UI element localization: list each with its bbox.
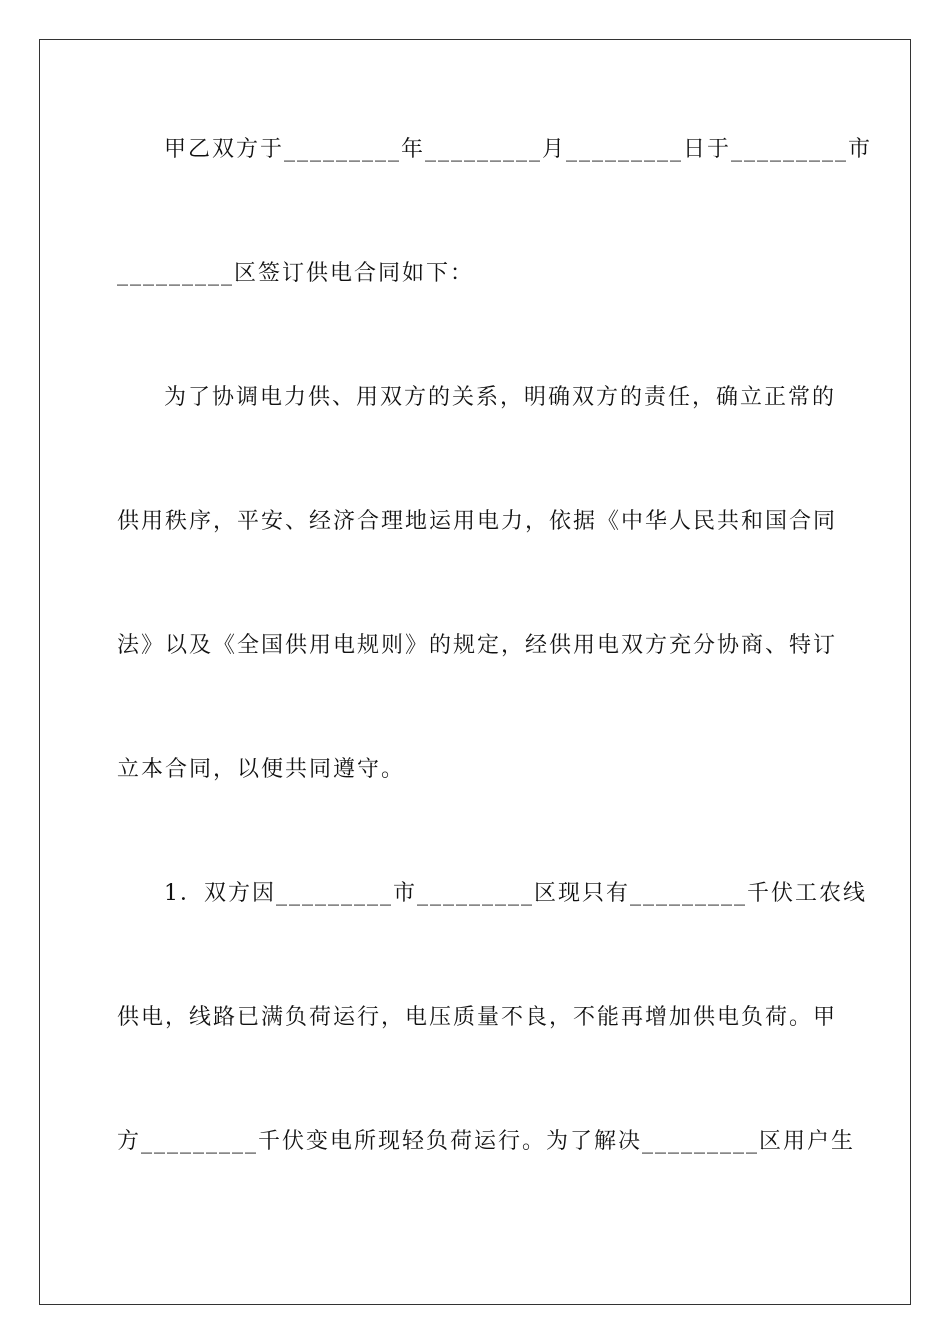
paragraph-1-line-1: 甲乙双方于_________年_________月_________日于_________市 bbox=[164, 137, 873, 162]
paragraph-3-line-1: 1．双方因_________市_________区现只有_________千伏工农线 bbox=[164, 881, 867, 906]
paragraph-2-line-2: 供用秩序，平安、经济合理地运用电力，依据《中华人民共和国合同 bbox=[117, 509, 838, 534]
paragraph-2-line-1: 为了协调电力供、用双方的关系，明确双方的责任，确立正常的 bbox=[164, 385, 837, 410]
paragraph-2-line-4: 立本合同，以便共同遵守。 bbox=[117, 757, 406, 782]
paragraph-1-line-2: _________区签订供电合同如下： bbox=[117, 261, 475, 286]
paragraph-3-line-2: 供电，线路已满负荷运行，电压质量不良，不能再增加供电负荷。甲 bbox=[117, 1005, 838, 1030]
paragraph-2-line-3: 法》以及《全国供用电规则》的规定，经供用电双方充分协商、特订 bbox=[117, 633, 838, 658]
page-border bbox=[39, 39, 911, 1305]
paragraph-3-line-3: 方_________千伏变电所现轻负荷运行。为了解决_________区用户生 bbox=[117, 1129, 856, 1154]
